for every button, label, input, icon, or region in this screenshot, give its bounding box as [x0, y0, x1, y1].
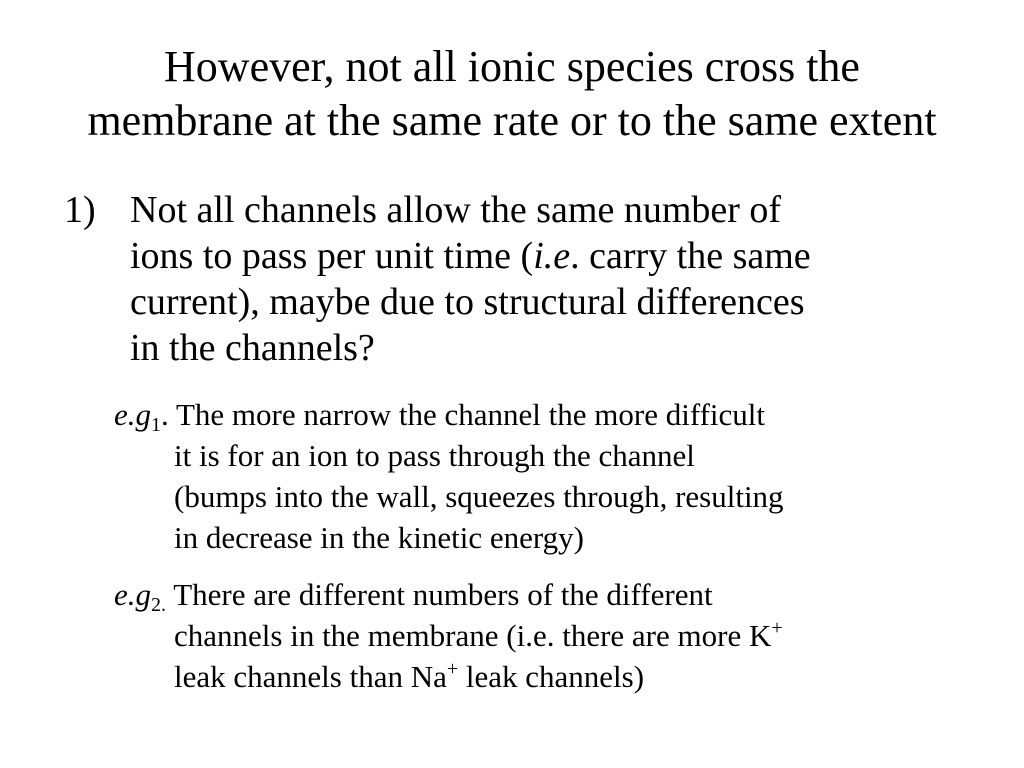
example-1-line-1-text: . The more narrow the channel the more difficult	[161, 397, 766, 432]
example-1-label: e.g	[114, 397, 152, 432]
point-1-line-1: Not all channels allow the same number of	[130, 189, 782, 231]
example-2-line-2-text: channels in the membrane (i.e. there are more K	[174, 618, 772, 653]
example-2-line-1-text: There are different numbers of the different	[166, 577, 713, 612]
example-2-line-1	[114, 574, 994, 615]
example-2	[114, 574, 994, 697]
example-2-line-3-start: leak channels than Na	[174, 659, 447, 694]
point-1-line-4: in the channels?	[130, 327, 375, 369]
slide-title	[0, 40, 1024, 148]
point-1-line-3: current), maybe due to structural differences	[130, 281, 805, 323]
point-1-line-2	[130, 233, 970, 279]
example-1	[114, 394, 994, 558]
example-1-line-4: in decrease in the kinetic energy)	[174, 520, 584, 555]
example-2-k-superscript: +	[771, 617, 783, 639]
example-1-line-3: (bumps into the wall, squeezes through, resulting	[174, 479, 784, 514]
point-1-number: 1)	[64, 189, 96, 231]
example-2-line-2	[114, 615, 994, 656]
example-2-subscript: 2.	[151, 594, 167, 616]
point-1-line-2-start: ions to pass per unit time (	[130, 235, 534, 277]
example-2-label: e.g	[114, 577, 152, 612]
example-2-line-3	[114, 656, 994, 697]
example-1-line-1	[114, 394, 994, 435]
example-2-na-superscript: +	[446, 658, 459, 680]
point-1-text	[130, 187, 970, 371]
slide-title-line-1: However, not all ionic species cross the	[164, 42, 860, 91]
point-1-line-2-end: . carry the same	[570, 235, 811, 277]
slide-title-line-2: membrane at the same rate or to the same extent	[87, 96, 937, 145]
example-2-line-3-end: leak channels)	[458, 659, 645, 694]
example-1-subscript: 1	[151, 414, 162, 436]
point-1-ie: i.e	[533, 235, 571, 277]
example-1-line-2: it is for an ion to pass through the channel	[174, 438, 695, 473]
